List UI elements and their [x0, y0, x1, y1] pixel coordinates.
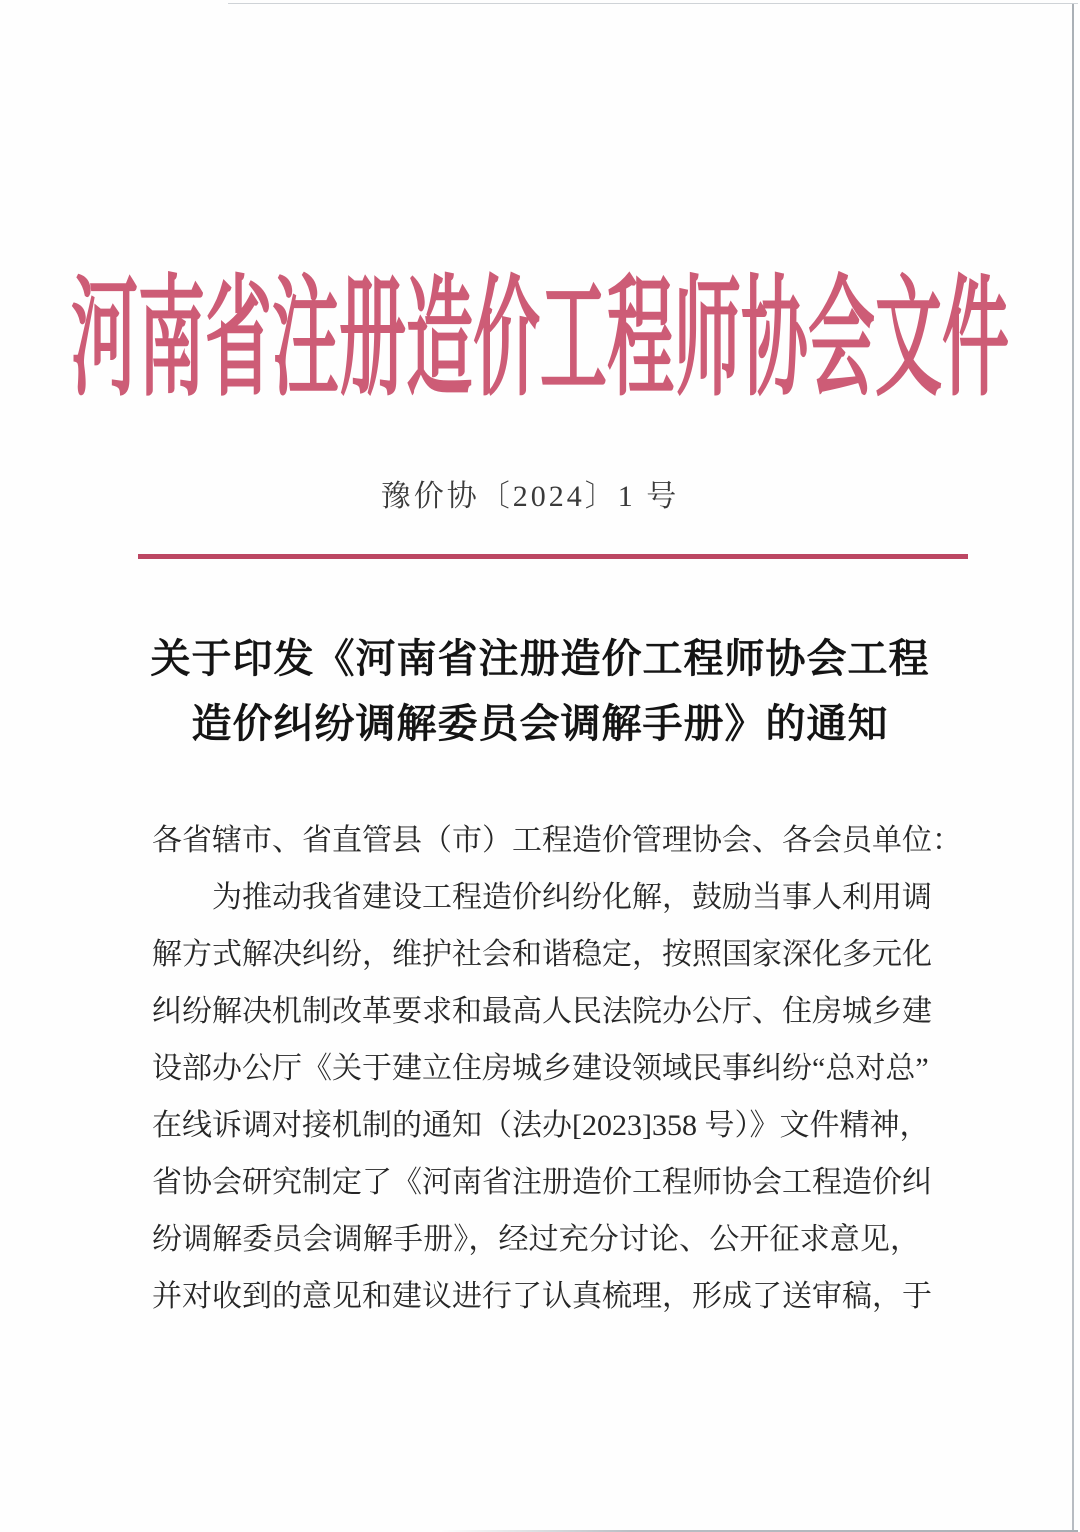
body-line: 解方式解决纠纷，维护社会和谐稳定，按照国家深化多元化 — [152, 938, 932, 971]
notice-title-line2: 造价纠纷调解委员会调解手册》的通知 — [191, 701, 889, 746]
body-paragraph — [152, 812, 962, 1325]
body-line: 纠纷解决机制改革要求和最高人民法院办公厅、住房城乡建 — [152, 995, 932, 1028]
body-line: 设部办公厅《关于建立住房城乡建设领域民事纠纷“总对总” — [152, 1052, 929, 1085]
red-header-title: 河南省注册造价工程师协会文件 — [71, 268, 1009, 413]
red-separator-rule — [138, 554, 968, 559]
body-line: 并对收到的意见和建议进行了认真梳理，形成了送审稿，于 — [152, 1280, 932, 1313]
body-line: 在线诉调对接机制的通知（法办[2023]358 号）》文件精神， — [152, 1109, 930, 1142]
body-line: 纷调解委员会调解手册》，经过充分讨论、公开征求意见， — [152, 1223, 920, 1256]
notice-title — [0, 626, 1080, 756]
scan-edge-right-line — [1072, 4, 1074, 1532]
notice-title-line1: 关于印发《河南省注册造价工程师协会工程 — [150, 636, 930, 681]
body-line: 为推动我省建设工程造价纠纷化解，鼓励当事人利用调 — [212, 881, 932, 914]
body-line: 各省辖市、省直管县（市）工程造价管理协会、各会员单位： — [152, 824, 962, 857]
document-number: 豫价协〔2024〕1 号 — [380, 480, 680, 513]
scan-edge-top-line — [228, 3, 1078, 4]
body-line: 省协会研究制定了《河南省注册造价工程师协会工程造价纠 — [152, 1166, 932, 1199]
